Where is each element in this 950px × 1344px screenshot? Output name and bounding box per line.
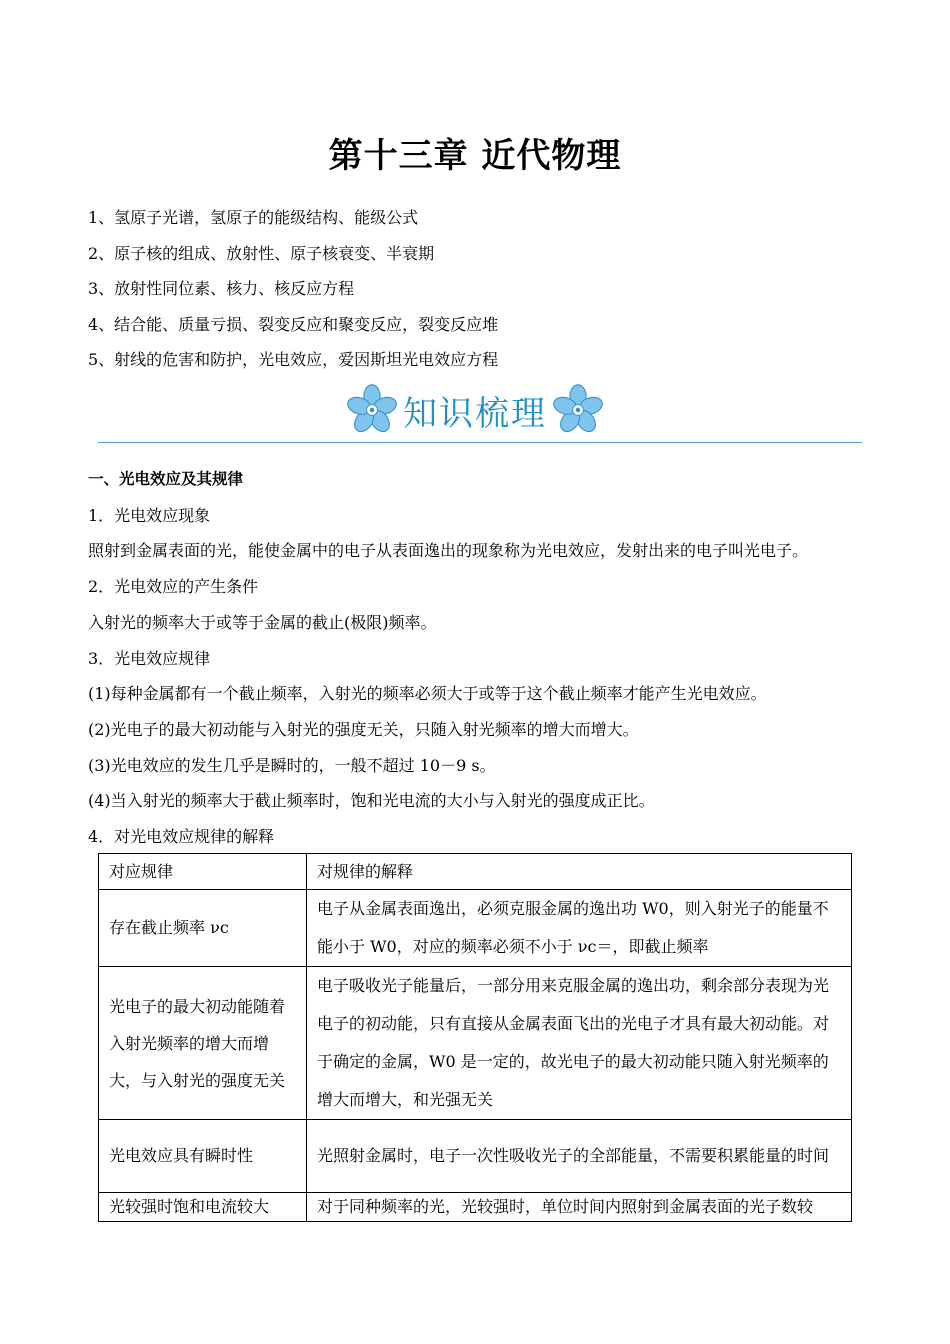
- subsection-title: 2．光电效应的产生条件: [88, 577, 259, 597]
- law-cell: 存在截止频率 νc: [99, 890, 307, 967]
- explanation-cell: 电子从金属表面逸出，必须克服金属的逸出功 W0，则入射光子的能量不能小于 W0，对应的频率必须不小于 νc＝，即截止频率: [307, 890, 852, 967]
- knowledge-banner: [345, 380, 605, 440]
- explanation-table: [98, 853, 852, 1222]
- law-item: (2)光电子的最大初动能与入射光的强度无关，只随入射光频率的增大而增大。: [88, 719, 639, 739]
- objective-item: 5、射线的危害和防护，光电效应，爱因斯坦光电效应方程: [88, 350, 499, 369]
- paragraph: 照射到金属表面的光，能使金属中的电子从表面逸出的现象称为光电效应，发射出来的电子叫光电子。: [88, 541, 809, 561]
- objective-item: 1、氢原子光谱，氢原子的能级结构、能级公式: [88, 208, 419, 227]
- section-body: [88, 462, 868, 855]
- chapter-title: 第十三章 近代物理: [328, 136, 622, 176]
- objective-item: 2、原子核的组成、放射性、原子核衰变、半衰期: [88, 243, 435, 263]
- law-cell: 光较强时饱和电流较大: [99, 1193, 307, 1222]
- banner-text: 知识梳理: [403, 393, 547, 434]
- explanation-cell: 电子吸收光子能量后，一部分用来克服金属的逸出功，剩余部分表现为光电子的初动能，只有直接从金属表面飞出的光电子才具有最大初动能。对于确定的金属，W0 是一定的，故光电子的最大初动能只随入射光频率的增大而增大，和光强无关: [307, 967, 852, 1120]
- paragraph: 入射光的频率大于或等于金属的截止(极限)频率。: [88, 612, 437, 632]
- explanation-cell: 对于同种频率的光，光较强时，单位时间内照射到金属表面的光子数较: [307, 1193, 852, 1222]
- divider-line: [98, 442, 862, 443]
- section-heading: 一、光电效应及其规律: [88, 470, 244, 488]
- subsection-title: 4．对光电效应规律的解释: [88, 827, 275, 847]
- flower-icon: [551, 383, 605, 437]
- table-row: [99, 1120, 852, 1193]
- table-row: [99, 1193, 852, 1222]
- law-item: (3)光电效应的发生几乎是瞬时的，一般不超过 10－9 s。: [88, 755, 496, 775]
- subsection-title: 1．光电效应现象: [88, 505, 211, 525]
- objective-item: 3、放射性同位素、核力、核反应方程: [88, 279, 355, 298]
- subsection-title: 3．光电效应规律: [88, 648, 211, 668]
- law-item: (4)当入射光的频率大于截止频率时，饱和光电流的大小与入射光的强度成正比。: [88, 791, 655, 811]
- explanation-cell: 光照射金属时，电子一次性吸收光子的全部能量，不需要积累能量的时间: [307, 1120, 852, 1193]
- objective-item: 4、结合能、质量亏损、裂变反应和聚变反应，裂变反应堆: [88, 314, 499, 334]
- table-row: [99, 967, 852, 1120]
- table-header-row: [99, 854, 852, 890]
- law-item: (1)每种金属都有一个截止频率，入射光的频率必须大于或等于这个截止频率才能产生光电效应。: [88, 684, 767, 704]
- table-header-cell: 对规律的解释: [307, 854, 852, 890]
- objectives-list: [88, 200, 868, 378]
- flower-icon: [345, 383, 399, 437]
- law-cell: 光电子的最大初动能随着入射光频率的增大而增大，与入射光的强度无关: [99, 967, 307, 1120]
- table-header-cell: 对应规律: [99, 854, 307, 890]
- table-row: [99, 890, 852, 967]
- law-cell: 光电效应具有瞬时性: [99, 1120, 307, 1193]
